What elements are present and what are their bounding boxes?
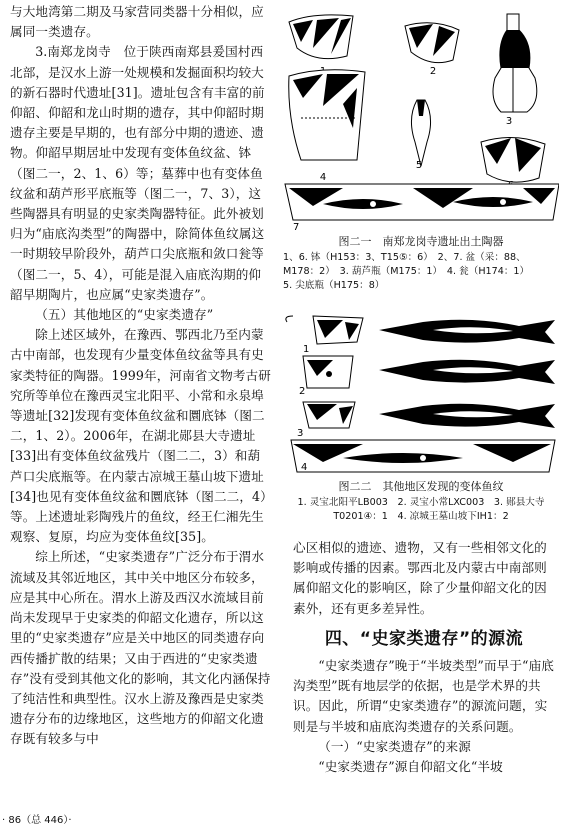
figure-21-title: 图二一 南郑龙岗寺遗址出土陶器	[338, 235, 504, 248]
caption-line: 1. 灵宝北阳平LB003 2. 灵宝小常LXC003 3. 郧县大寺	[297, 497, 545, 508]
fig21-label-4: 4	[319, 172, 327, 183]
fig22-label-4: 4	[301, 462, 308, 473]
caption-line: T0201④：1 4. 凉城王墓山坡下ⅠH1：2	[333, 510, 509, 522]
page-number: · 86（总 446）·	[2, 815, 72, 826]
paragraph: “史家类遗存”晚于“半坡类型”而早于“庙底沟类型”既有地层学的依据，也是学术界的共识。因此，所谓“史家类遗存”的源流问题，实则是与半坡和庙底沟类遗存的关系问题。	[293, 658, 554, 734]
fish-pattern-3	[297, 402, 555, 439]
right-text-column	[293, 538, 555, 619]
pottery-basin-2	[405, 23, 459, 77]
figure-22-title: 图二二 其他地区发现的变体鱼纹	[338, 480, 504, 493]
caption-line: 5. 尖底瓶（H175：8）	[283, 279, 385, 291]
paragraph: 综上所述，“史家类遗存”广泛分布于渭水流域及其邻近地区，其中关中地区分布较多，应是其中心所在。渭水上游及西汉水流域目前尚未发现早于史家类的仰韶文化遗存，所以这里的“史家类遗存”应是关中地区的同类遗存向西传播扩散的结果；又由于西进的“史家类遗存”没有受到其他文化的影响，其文化内涵保持了纯洁性和典型性。汉水上游及豫西是史家类遗存分布的边缘地区，这些地方的仰韶文化遗存既有较多与中	[10, 549, 271, 747]
fig22-label-3: 3	[297, 428, 304, 439]
figure-22-caption	[283, 496, 559, 524]
fish-pattern-basin-7	[285, 184, 559, 230]
right-text-column-lower	[293, 656, 555, 777]
section-title: 四、“史家类遗存”的源流	[324, 629, 524, 649]
subsection-heading: （一）“史家类遗存”的来源	[318, 738, 471, 754]
fish-pattern-1	[286, 316, 555, 355]
fig21-label-2: 2	[429, 66, 437, 77]
pointed-bottle-5	[411, 100, 430, 171]
caption-line: M178：2） 3. 葫芦瓶（M175：1） 4. 瓮（H174：1）	[283, 265, 530, 277]
left-text-column	[10, 2, 272, 750]
figure-21-caption	[283, 251, 559, 292]
paragraph: 心区相似的遗迹、遗物，又有一些相邻文化的影响或传播的因素。鄂西北及内蒙古中南部则属仰韶文化的影响区，除了少量仰韶文化的因素外，还有更多差异性。	[293, 540, 547, 616]
paragraph: 3.南郑龙岗寺 位于陕西南郑县爰国村西北部，是汉水上游一处规模和发掘面积均较大的新石器时代遗址[31]。遗址包含有丰富的前仰韶、仰韶和龙山时期的遗存，其中仰韶时期遗存主要是早期的，也有部分中期的遗迹、遗物。仰韶早期居址中发现有变体鱼纹盆、钵（图二一，2、1、6）等；墓葬中也有变体鱼纹盆和葫芦形平底瓶等（图二一，7、3），这些陶器具有明显的史家类陶器特征。此外被划归为“庙底沟类型”的陶器中，除简体鱼纹属这一时期较早阶段外，葫芦口尖底瓶和敛口瓮等（图二一，5、4），可能是混入庙底沟期的仰韶早期陶片，也应属“史家类遗存”。	[10, 44, 265, 302]
figure-21-pottery-drawings	[283, 8, 559, 230]
fig21-label-5: 5	[415, 160, 423, 171]
paragraph: “史家类遗存”源自仰韶文化“半坡	[318, 759, 503, 775]
paragraph: 与大地湾第二期及马家营同类器十分相似，应属同一类遗存。	[10, 4, 264, 40]
pottery-bowl-1	[289, 15, 353, 77]
fig21-label-3: 3	[505, 116, 513, 127]
fig22-label-2: 2	[299, 386, 306, 397]
figure-22-fish-patterns	[283, 312, 559, 474]
pottery-bowl-6	[481, 137, 545, 191]
fig22-label-1: 1	[303, 344, 310, 355]
fish-pattern-2	[299, 356, 555, 397]
gourd-bottle-3	[493, 14, 537, 127]
paragraph: 除上述区域外，在豫西、鄂西北乃至内蒙古中南部，也发现有少量变体鱼纹盆等具有史家类特征的陶器。1999年，河南省文物考古研究所等单位在豫西灵宝北阳平、小常和永泉埠等遗址[32]发现有变体鱼纹盆和圜底钵（图二二，1、2）。2006年，在湖北郧县大寺遗址[33]出有变体鱼纹盆残片（图二二，3）和葫芦口尖底瓶等。在内蒙古凉城王墓山坡下遗址[34]也见有变体鱼纹盆和圜底钵（图二二，4）等。上述遗址彩陶残片的鱼纹，经王仁湘先生观察、复原，均应为变体鱼纹[35]。	[10, 327, 271, 545]
caption-line: 1、6. 钵（H153：3、T15⑤：6） 2、7. 盆（采：88、	[283, 252, 526, 263]
fig21-label-7: 7	[293, 222, 300, 230]
jar-4	[289, 70, 365, 183]
subsection-heading: （五）其他地区的“史家类遗存”	[35, 307, 214, 323]
fish-pattern-4	[291, 440, 555, 473]
